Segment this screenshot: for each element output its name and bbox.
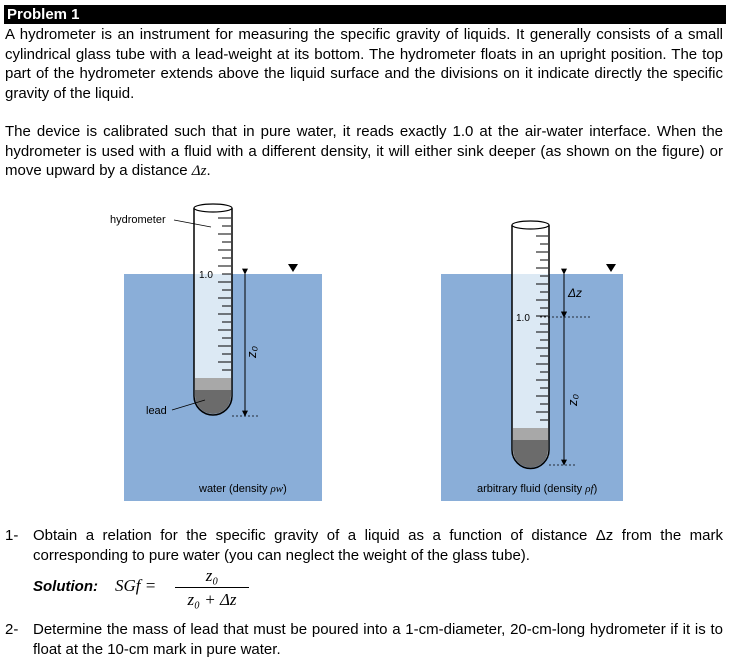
surface-marker-right [606,264,616,272]
solution-block [33,566,333,614]
rho-w: ρw [270,483,284,495]
intro-paragraph-1: A hydrometer is an instrument for measuring the specific gravity of liquids. It generally consists of a small cylindrical glass tube with a lead-weight at its bottom. The hydrometer floats in an upright position. The top part of the hydrometer extends above the liquid surface and the divisions on it indicate directly the specific gravity of the liquid. [5,26,723,102]
question-1-text: Obtain a relation for the specific gravity of a liquid as a function of distance Δz from the mark corresponding to pure water (you can neglect the weight of the glass tube). [33,527,723,564]
rho-f: ρf [585,483,594,495]
z0-label-left: z₀ [244,346,259,358]
solution-denominator: z₀ + Δz [187,590,237,609]
solution-label: Solution: [33,578,98,595]
hydrometer-left [194,204,232,415]
solution-lhs: SGf = [115,576,157,595]
delta-z-symbol: Δz [191,163,207,179]
label-hydrometer: hydrometer [110,214,166,226]
surface-marker-left [288,264,298,272]
solution-fraction [175,566,249,611]
problem-title: Problem 1 [4,5,726,24]
caption-right-suffix: ) [593,483,598,495]
intro-period: . [206,162,211,179]
z0-label-right: z₀ [565,394,580,406]
intro-paragraph-2 [5,122,723,182]
label-lead: lead [146,405,167,417]
caption-left-prefix: water (density [199,483,271,495]
caption-right [477,483,597,495]
mark-right: 1.0 [516,313,530,324]
solution-numerator: z₀ [205,566,219,585]
mark-left: 1.0 [199,270,213,281]
question-2-text: Determine the mass of lead that must be poured into a 1-cm-diameter, 20-cm-long hydrometer if it is to float at the 10-cm mark in pure water. [33,621,723,658]
caption-right-prefix: arbitrary fluid (density [477,483,586,495]
fraction-bar [175,587,249,588]
hydrometer-right [512,221,549,469]
caption-left [198,483,287,495]
hydrometer-figure [0,200,745,520]
question-2-number: 2- [5,621,19,638]
caption-left-suffix: ) [283,483,287,495]
delta-z-label: Δz [568,286,583,300]
question-1-number: 1- [5,527,19,544]
intro-paragraph-2-text: The device is calibrated such that in pure water, it reads exactly 1.0 at the air-water interface. When the hydrometer is used with a fluid with a different density, it will either sink deeper (as shown on the figure) or move upward by a distance [5,123,723,179]
